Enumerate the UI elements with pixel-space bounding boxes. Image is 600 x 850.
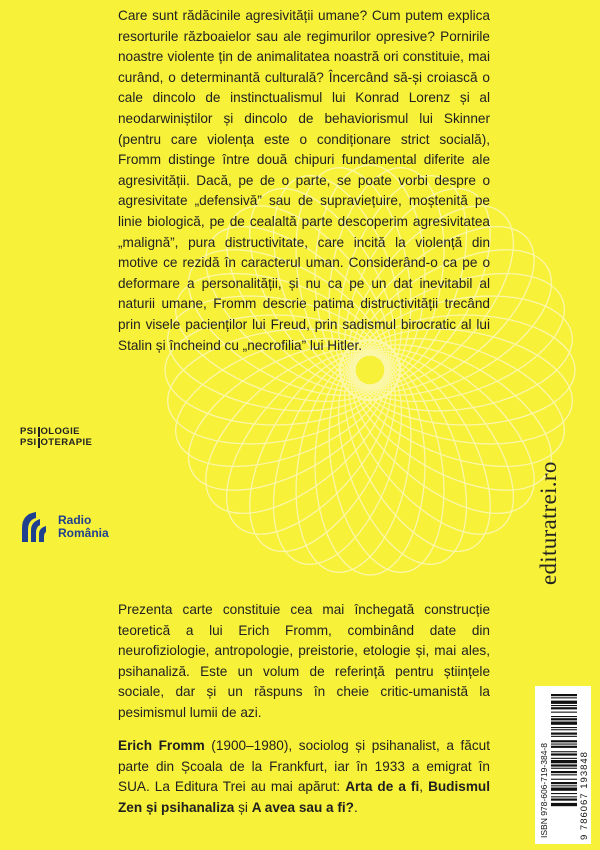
barcode-bar [551, 760, 577, 763]
series-logo-suffix: OLOGIE [40, 426, 80, 437]
barcode [535, 686, 591, 844]
series-logo-divider [38, 438, 40, 448]
barcode-bar [551, 751, 577, 752]
barcode-bar [551, 793, 577, 794]
barcode-bar [551, 705, 577, 706]
barcode-bar [551, 799, 577, 801]
barcode-bar [551, 694, 577, 696]
barcode-bar [551, 779, 577, 780]
separator: , [419, 779, 429, 795]
separator: și [234, 799, 252, 815]
series-logo-prefix: PSI [20, 426, 37, 437]
barcode-bar [551, 803, 577, 806]
radio-logo-line-1: Radio [58, 513, 92, 527]
series-logo-divider [38, 427, 40, 437]
series-logo-prefix: PSI [20, 437, 37, 448]
barcode-bar [551, 718, 577, 720]
series-logo-suffix: OTERAPIE [40, 437, 93, 448]
series-logo-line-2 [20, 437, 92, 448]
barcode-bar [551, 758, 577, 759]
series-logo-line-1 [20, 426, 92, 437]
barcode-bar [551, 727, 577, 728]
author-bio [118, 736, 490, 818]
barcode-bar [551, 729, 577, 730]
summary-paragraph: Prezenta carte constituie cea mai închegată construcție teoretică a lui Erich Fromm, combinând date din neurofiziologie, antropologie, preistorie, etologie și, mai ales, psihanaliză. Este un volum de referință pentru științele sociale, dar și un răspuns în cheie critic-umanistă la pesimismul lumii de azi. [118, 602, 490, 720]
publisher-website: edituratrei.ro [536, 461, 561, 585]
radio-romania-logo [20, 510, 109, 544]
book-title: A avea sau a fi? [251, 799, 354, 815]
barcode-bar [551, 701, 577, 704]
series-logo [20, 426, 92, 448]
barcode-bar [551, 736, 577, 737]
ean-digits: 9 786067 193848 [579, 751, 590, 840]
barcode-bar [551, 764, 577, 766]
book-title: Budismul Zen și psihanaliza [118, 779, 490, 815]
book-title: Arta de a fi [345, 779, 420, 795]
radio-logo-line-2: România [58, 526, 109, 540]
blurb-paragraph: Care sunt rădăcinile agresivității umane? Cum putem explica resorturile războaielor sau ale regimurilor opresive? Pornirile noastre violente țin de animalitatea noastră ori constituie, mai curând, o determinantă culturală? Încercând să-și croiască o cale dincolo de instinctualismul lui Konrad Lorenz și al neodarwiniștilor și dincolo de behaviorismul lui Skinner (pentru care violența este o condiționare strict socială), Fromm distinge între două chipuri fundamental diferite ale agresivității. Dacă, pe de o parte, se poate vorbi despre o agresivitate „defensivă” sau de supraviețuire, moștenită pe linie biologică, pe de cealaltă parte descoperim agresivitatea „malignă”, pura distructivitate, care incită la violență din motive ce rezidă în caracterul uman. Considerând-o ca pe o deformare a personalității, și nu ca pe un dat inevitabil al naturii umane, Fromm descrie patima distructivității trecând prin visele pacienților lui Freud, prin sadismul birocratic al lui Stalin și încheind cu „necrofilia” lui Hitler. [118, 8, 490, 353]
barcode-bar [551, 785, 577, 786]
barcode-bar [551, 782, 577, 784]
barcode-bar [551, 788, 577, 791]
summary-text [118, 600, 490, 724]
bio-end: . [353, 799, 358, 815]
author-name: Erich Fromm [118, 738, 205, 753]
barcode-bar [551, 733, 577, 735]
barcode-bar [551, 716, 577, 717]
barcode-bar [551, 744, 577, 745]
author-bio-paragraph [118, 736, 490, 818]
author-bio-text: (1900–1980), sociolog și psihanalist, a făcut parte din Școala de la Frankfurt, iar în 1933 a emigrat în SUA. La Editura Trei au mai apărut: [118, 738, 490, 795]
barcode-bar [551, 707, 577, 709]
barcode-bar [551, 771, 577, 773]
barcode-bar [551, 740, 577, 742]
barcode-bar [551, 753, 577, 755]
barcode-bar [551, 697, 577, 698]
blurb-text [118, 6, 490, 356]
barcode-bar [551, 796, 577, 797]
barcode-bar [551, 768, 577, 769]
barcode-bar [551, 774, 577, 775]
barcode-bar [551, 746, 577, 748]
barcode-bar [551, 722, 577, 725]
barcode-bar [551, 712, 577, 713]
isbn-label: ISBN 978-606-719-384-8 [539, 743, 549, 838]
radio-romania-icon [20, 510, 54, 544]
